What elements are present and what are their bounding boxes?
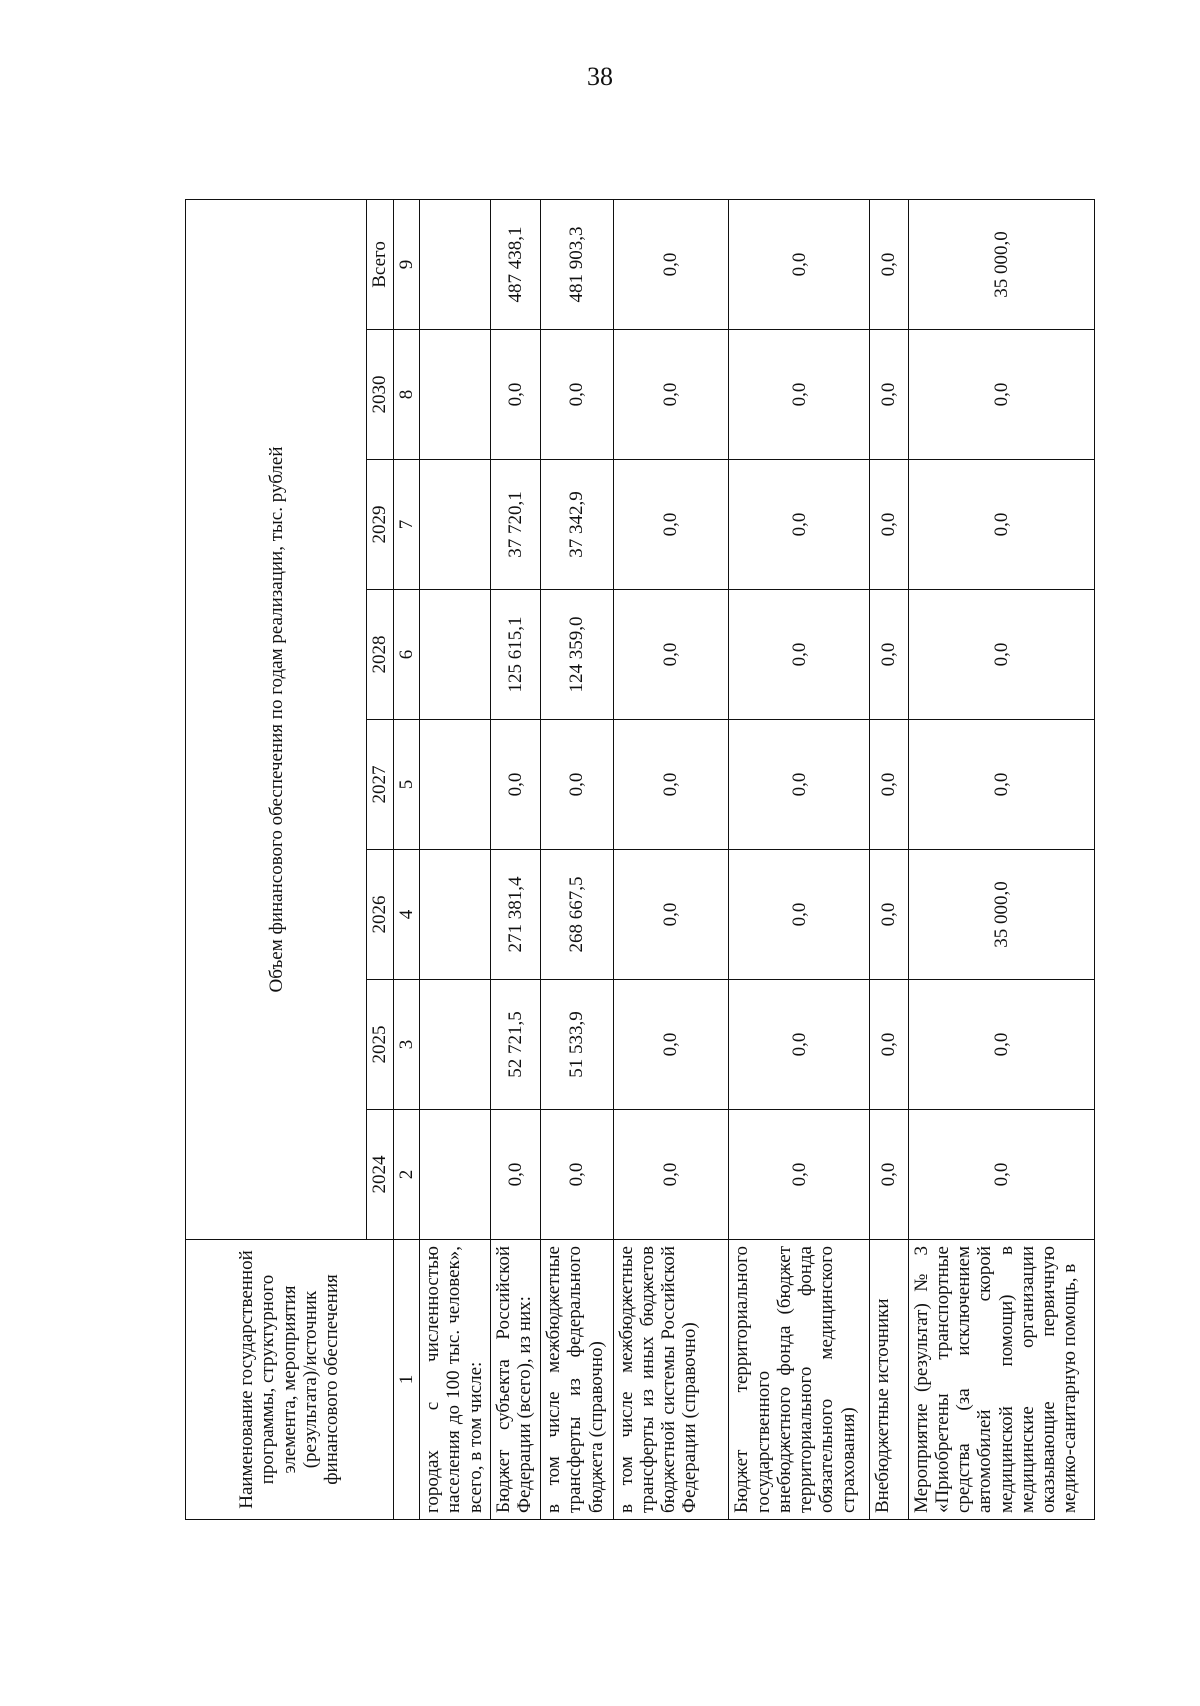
row-value: 0,0 — [490, 720, 540, 850]
col-number: 6 — [393, 590, 419, 720]
row-value — [420, 199, 491, 329]
row-value: 35 000,0 — [908, 850, 1094, 980]
row-value: 0,0 — [613, 199, 729, 329]
header-year: 2024 — [367, 1110, 393, 1240]
row-value: 0,0 — [613, 850, 729, 980]
col-number: 5 — [393, 720, 419, 850]
row-value — [420, 460, 491, 590]
col-number: 3 — [393, 980, 419, 1110]
row-value: 0,0 — [729, 720, 870, 850]
header-year: 2027 — [367, 720, 393, 850]
row-value: 0,0 — [613, 980, 729, 1110]
row-value — [420, 1110, 491, 1240]
header-volume-title: Объем финансового обеспечения по годам реализации, тыс. рублей — [186, 199, 367, 1239]
row-name: Бюджет территориального государственного внебюджетного фонда (бюджет территориального фонда обязательного медицинского страхования) — [729, 1240, 870, 1520]
table-row — [541, 199, 614, 1519]
table-row — [490, 199, 540, 1519]
row-value: 0,0 — [729, 330, 870, 460]
col-number: 7 — [393, 460, 419, 590]
row-name: Бюджет субъекта Российской Федерации (всего), из них: — [490, 1240, 540, 1520]
col-number: 9 — [393, 199, 419, 329]
row-value: 0,0 — [908, 460, 1094, 590]
row-value — [420, 850, 491, 980]
page-number: 38 — [587, 62, 613, 91]
row-name: в том числе межбюджетные трансферты из иных бюджетов бюджетной системы Российской Федерации (справочно) — [613, 1240, 729, 1520]
header-year: 2026 — [367, 850, 393, 980]
col-number: 1 — [393, 1240, 419, 1520]
rotated-table-wrapper — [185, 200, 1095, 1520]
row-value: 0,0 — [541, 1110, 614, 1240]
row-value: 52 721,5 — [490, 980, 540, 1110]
row-value: 0,0 — [870, 199, 908, 329]
row-value: 0,0 — [870, 1110, 908, 1240]
row-value: 35 000,0 — [908, 199, 1094, 329]
row-value: 0,0 — [870, 330, 908, 460]
row-value: 125 615,1 — [490, 590, 540, 720]
col-number: 4 — [393, 850, 419, 980]
row-value: 0,0 — [729, 980, 870, 1110]
row-value: 268 667,5 — [541, 850, 614, 980]
header-year: 2025 — [367, 980, 393, 1110]
table-row — [908, 199, 1094, 1519]
row-value: 487 438,1 — [490, 199, 540, 329]
row-value: 0,0 — [613, 330, 729, 460]
row-value: 124 359,0 — [541, 590, 614, 720]
row-value: 0,0 — [541, 330, 614, 460]
header-year: 2028 — [367, 590, 393, 720]
row-value: 481 903,3 — [541, 199, 614, 329]
row-value: 0,0 — [613, 460, 729, 590]
row-value: 0,0 — [870, 980, 908, 1110]
row-value: 0,0 — [870, 720, 908, 850]
row-value: 0,0 — [729, 1110, 870, 1240]
table-row — [870, 199, 908, 1519]
table-row — [420, 199, 491, 1519]
row-value: 37 342,9 — [541, 460, 614, 590]
row-value — [420, 720, 491, 850]
row-name: городах с численностью населения до 100 тыс. человек», всего, в том числе: — [420, 1240, 491, 1520]
row-value: 0,0 — [729, 199, 870, 329]
row-value: 271 381,4 — [490, 850, 540, 980]
table-row — [729, 199, 870, 1519]
financing-table — [185, 199, 1095, 1520]
header-year: Всего — [367, 199, 393, 329]
row-value: 0,0 — [870, 850, 908, 980]
header-row-numbers — [393, 199, 419, 1519]
row-value: 0,0 — [908, 330, 1094, 460]
row-value: 0,0 — [908, 720, 1094, 850]
row-value: 0,0 — [729, 460, 870, 590]
row-value: 0,0 — [870, 590, 908, 720]
row-value — [420, 330, 491, 460]
row-name: Мероприятие (результат) № 3 «Приобретены транспортные средства (за исключением автомобилей скорой медицинской помощи) в медицинские организации оказывающие первичную медико-санитарную помощь, в — [908, 1240, 1094, 1520]
row-name: Внебюджетные источники — [870, 1240, 908, 1520]
header-name-col: Наименование государственной программы, структурного элемента, мероприятия (результата)/источник финансового обеспечения — [186, 1240, 394, 1520]
row-value: 51 533,9 — [541, 980, 614, 1110]
row-value: 0,0 — [908, 980, 1094, 1110]
row-value: 0,0 — [729, 590, 870, 720]
row-value: 0,0 — [908, 1110, 1094, 1240]
header-row-title — [186, 199, 367, 1519]
row-value: 0,0 — [490, 1110, 540, 1240]
header-year: 2029 — [367, 460, 393, 590]
row-name: в том числе межбюджетные трансферты из федерального бюджета (справочно) — [541, 1240, 614, 1520]
row-value: 0,0 — [908, 590, 1094, 720]
row-value — [420, 590, 491, 720]
header-year: 2030 — [367, 330, 393, 460]
row-value — [420, 980, 491, 1110]
col-number: 2 — [393, 1110, 419, 1240]
row-value: 0,0 — [729, 850, 870, 980]
row-value: 0,0 — [490, 330, 540, 460]
row-value: 0,0 — [541, 720, 614, 850]
row-value: 0,0 — [613, 590, 729, 720]
row-value: 0,0 — [613, 720, 729, 850]
col-number: 8 — [393, 330, 419, 460]
row-value: 0,0 — [870, 460, 908, 590]
table-row — [613, 199, 729, 1519]
row-value: 0,0 — [613, 1110, 729, 1240]
row-value: 37 720,1 — [490, 460, 540, 590]
